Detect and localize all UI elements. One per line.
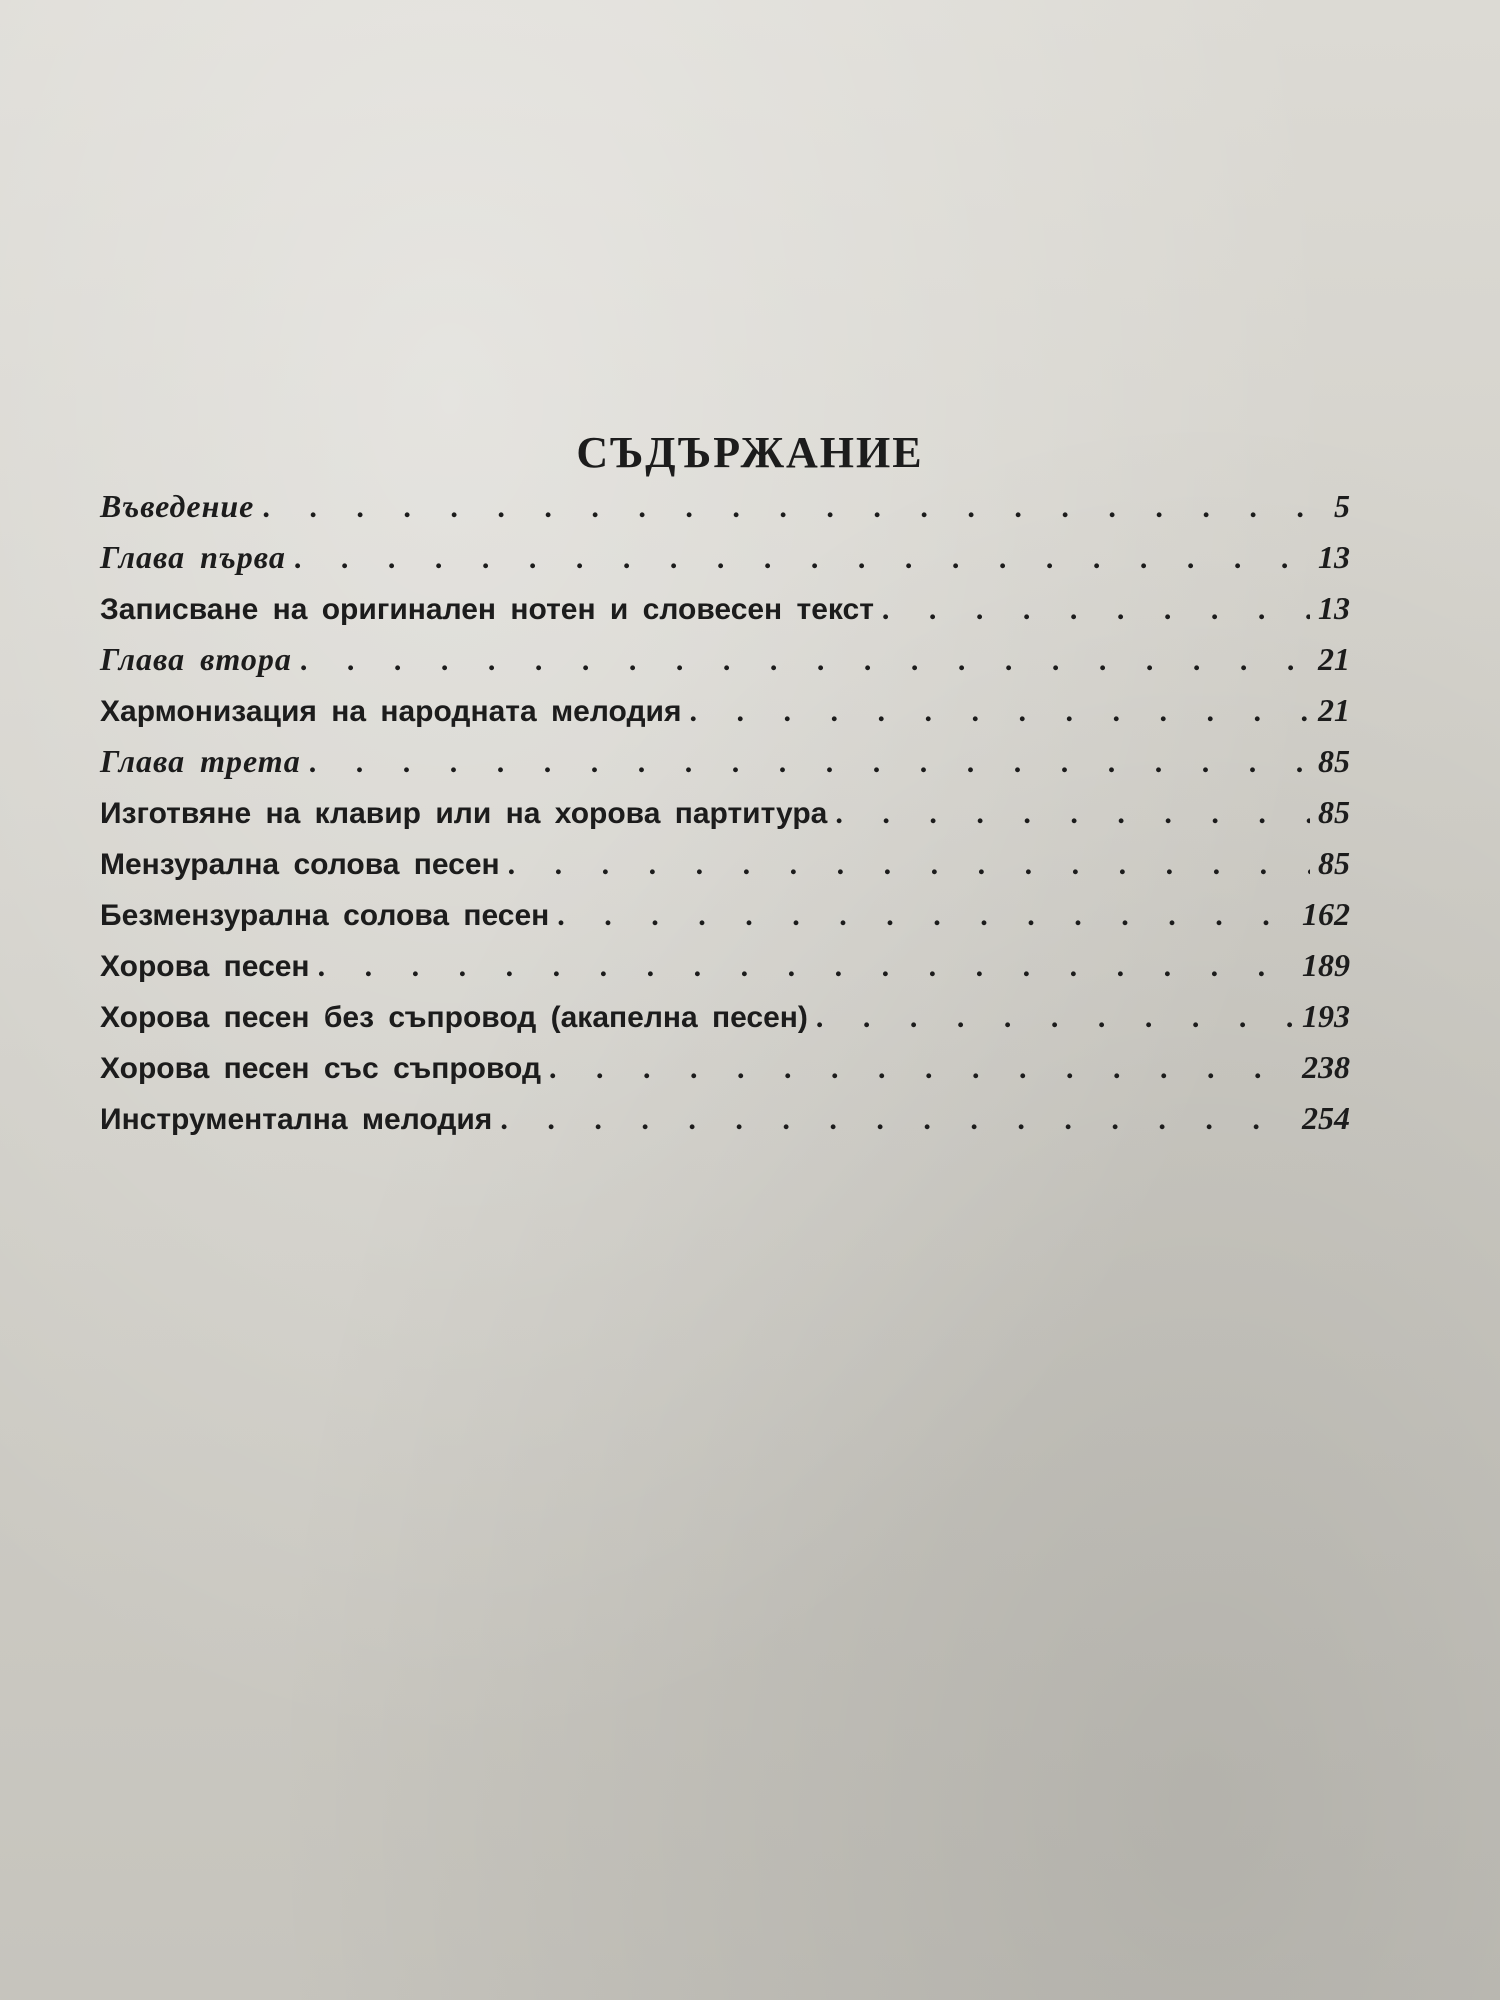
dot-leader — [882, 593, 1310, 627]
toc-entry — [100, 998, 1350, 1049]
toc-entry-page: 162 — [1302, 896, 1350, 932]
toc-entry — [100, 896, 1350, 947]
toc-entry-page: 85 — [1318, 794, 1350, 830]
dot-leader — [318, 950, 1294, 984]
toc-entry — [100, 488, 1350, 539]
toc-entry-page: 13 — [1318, 590, 1350, 626]
toc-entry-label: Въведение — [100, 488, 255, 524]
dot-leader — [557, 899, 1294, 933]
toc-entry-page: 5 — [1334, 488, 1350, 524]
dot-leader — [508, 848, 1310, 882]
toc-entry-page: 254 — [1302, 1100, 1350, 1136]
toc-entry — [100, 947, 1350, 998]
toc-entry-page: 189 — [1302, 947, 1350, 983]
dot-leader — [300, 644, 1310, 678]
toc-entry-page: 85 — [1318, 743, 1350, 779]
toc-entry — [100, 1049, 1350, 1100]
dot-leader — [500, 1103, 1294, 1137]
toc-entry-label: Глава първа — [100, 539, 286, 575]
toc-entry-label: Хорова песен без съпровод (акапелна песен) — [100, 1001, 808, 1034]
toc-entry-page: 85 — [1318, 845, 1350, 881]
dot-leader — [835, 797, 1310, 831]
toc-entry-label: Глава трета — [100, 743, 301, 779]
toc-entry-label: Хорова песен със съпровод — [100, 1052, 542, 1085]
toc-entry-page: 21 — [1318, 692, 1350, 728]
toc-entry — [100, 845, 1350, 896]
dot-leader — [294, 542, 1310, 576]
toc-entry-page: 193 — [1302, 998, 1350, 1034]
toc-entry-label: Изготвяне на клавир или на хорова партитура — [100, 797, 828, 830]
toc-entry — [100, 794, 1350, 845]
dot-leader — [816, 1001, 1294, 1035]
page-title: СЪДЪРЖАНИЕ — [576, 428, 924, 478]
toc-entry-label: Инструментална мелодия — [100, 1103, 493, 1136]
toc-entry — [100, 539, 1350, 590]
toc-entry — [100, 1100, 1350, 1151]
toc-entry-page: 13 — [1318, 539, 1350, 575]
dot-leader — [689, 695, 1310, 729]
toc-entry-label: Хармонизация на народната мелодия — [100, 695, 682, 728]
dot-leader — [549, 1052, 1294, 1086]
toc-entry-label: Безмензурална солова песен — [100, 899, 550, 932]
toc-entry-page: 238 — [1302, 1049, 1350, 1085]
toc-entry — [100, 641, 1350, 692]
dot-leader — [262, 491, 1326, 525]
toc-entry — [100, 692, 1350, 743]
table-of-contents — [100, 488, 1350, 1151]
toc-entry — [100, 743, 1350, 794]
toc-entry-page: 21 — [1318, 641, 1350, 677]
toc-entry-label: Хорова песен — [100, 950, 310, 983]
toc-entry — [100, 590, 1350, 641]
toc-entry-label: Мензурална солова песен — [100, 848, 500, 881]
toc-entry-label: Записване на оригинален нотен и словесен текст — [100, 593, 874, 626]
dot-leader — [309, 746, 1310, 780]
toc-entry-label: Глава втора — [100, 641, 292, 677]
